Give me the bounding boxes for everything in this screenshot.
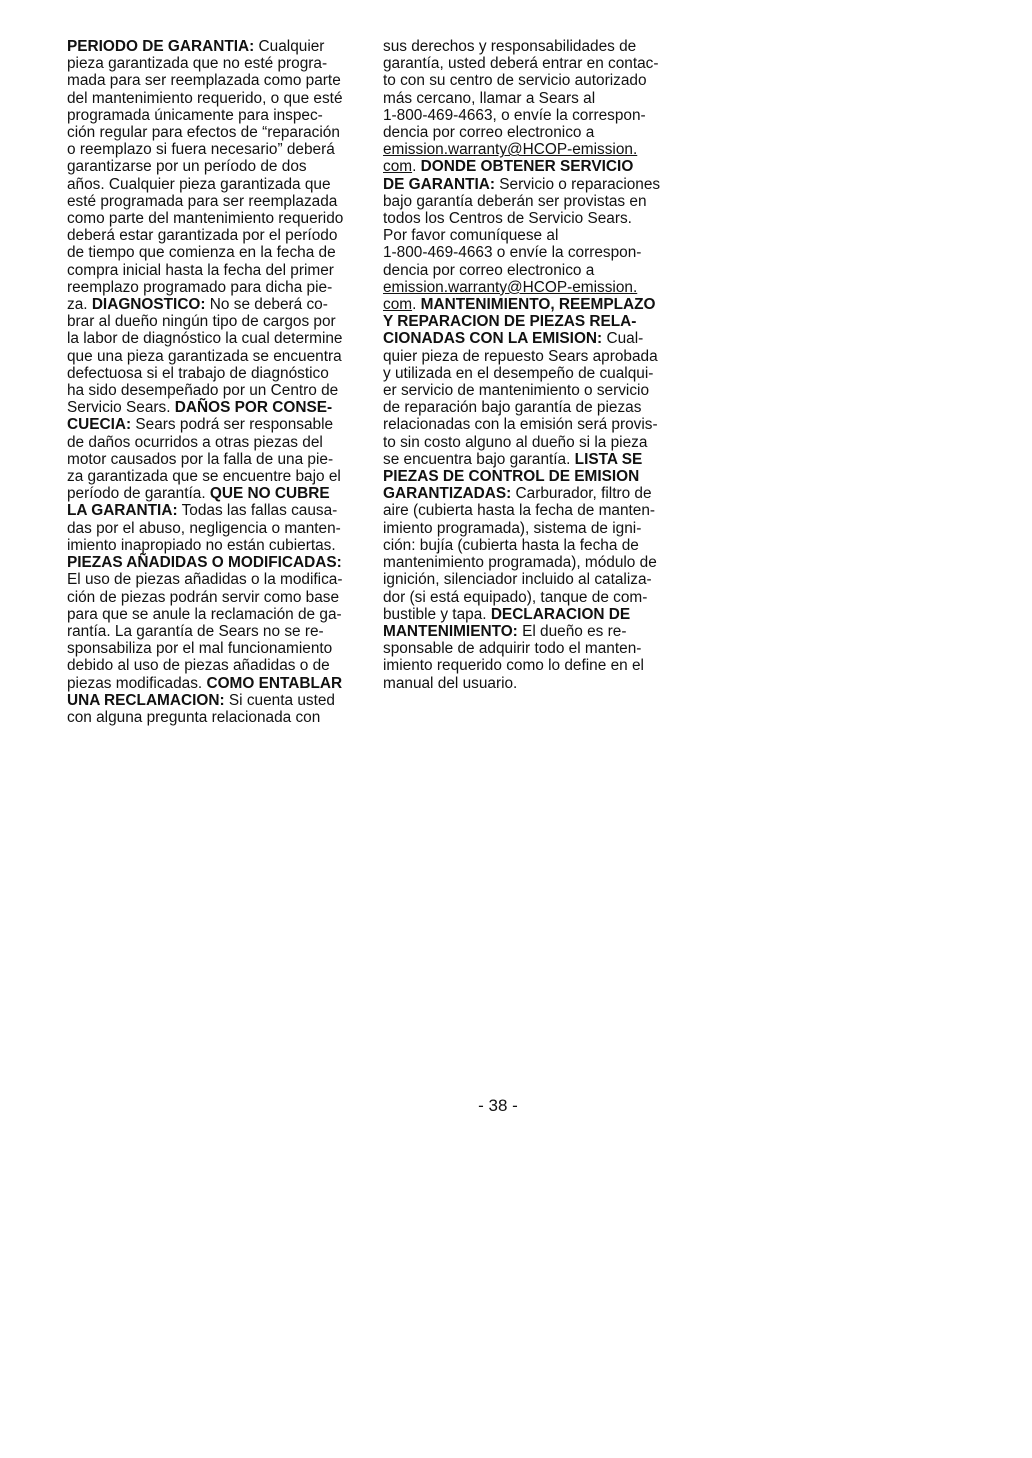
text-line <box>67 158 367 175</box>
text-line <box>67 520 367 537</box>
body-text: dencia por correo electronico a <box>383 124 595 142</box>
body-text: sponsable de adquirir todo el manten- <box>383 640 642 658</box>
body-text: Servicio o reparaciones <box>495 175 661 193</box>
text-line <box>383 124 683 141</box>
text-line <box>67 330 367 347</box>
text-line <box>383 657 683 674</box>
bold-heading: Y REPARACION DE PIEZAS RELA- <box>383 313 637 331</box>
text-line <box>383 382 683 399</box>
body-text: de reparación bajo garantía de piezas <box>383 399 642 417</box>
text-line <box>67 451 367 468</box>
text-line <box>67 709 367 726</box>
body-text: relacionadas con la emisión será provis- <box>383 416 658 434</box>
text-line <box>67 399 367 416</box>
text-line <box>383 675 683 692</box>
bold-heading: LA GARANTIA: <box>67 502 178 520</box>
body-text: reemplazo programado para dicha pie- <box>67 278 333 296</box>
text-line <box>383 640 683 657</box>
text-line <box>383 279 683 296</box>
text-line <box>67 72 367 89</box>
text-line <box>67 227 367 244</box>
body-text: mantenimiento programada), módulo de <box>383 554 657 572</box>
text-line <box>67 675 367 692</box>
text-line <box>383 520 683 537</box>
text-line <box>67 485 367 502</box>
bold-heading: DE GARANTIA: <box>383 175 496 193</box>
text-line <box>67 382 367 399</box>
body-text: manual del usuario. <box>383 674 518 692</box>
body-text: rantía. La garantía de Sears no se re- <box>67 622 324 640</box>
body-text: que una pieza garantizada se encuentra <box>67 347 342 365</box>
text-line <box>383 244 683 261</box>
text-line <box>67 244 367 261</box>
text-line <box>383 348 683 365</box>
bold-heading: QUE NO CUBRE <box>209 485 330 503</box>
email-address: emission.warranty@HCOP-emission. <box>383 141 638 159</box>
body-text: Si cuenta usted <box>224 691 335 709</box>
text-line <box>67 589 367 606</box>
text-line <box>67 141 367 158</box>
text-line <box>383 296 683 313</box>
body-text: programada únicamente para inspec- <box>67 106 323 124</box>
body-text: motor causados por la falla de una pie- <box>67 450 334 468</box>
body-text: Todas las fallas causa- <box>177 502 338 520</box>
text-line <box>383 141 683 158</box>
body-text: ción: bujía (cubierta hasta la fecha de <box>383 536 639 554</box>
body-text: y utilizada en el desempeño de cualqui- <box>383 364 654 382</box>
body-text: za. <box>67 296 92 314</box>
email-address: emission.warranty@HCOP-emission. <box>383 278 638 296</box>
body-text: piezas modificadas. <box>67 674 207 692</box>
text-line <box>67 502 367 519</box>
body-text: aire (cubierta hasta la fecha de manten- <box>383 502 656 520</box>
text-line <box>383 262 683 279</box>
body-text: imiento programada), sistema de igni- <box>383 519 642 537</box>
body-text: Cualquier <box>254 38 325 55</box>
text-line <box>67 623 367 640</box>
text-line <box>383 554 683 571</box>
body-text: bajo garantía deberán ser provistas en <box>383 192 647 210</box>
text-line <box>67 657 367 674</box>
text-line <box>67 210 367 227</box>
bold-heading: PIEZAS AÑADIDAS O MODIFICADAS: <box>67 554 342 572</box>
text-line <box>383 416 683 433</box>
text-line <box>67 554 367 571</box>
text-line <box>383 90 683 107</box>
text-line <box>67 107 367 124</box>
text-line <box>67 176 367 193</box>
text-line <box>383 55 683 72</box>
body-text: se encuentra bajo garantía. <box>383 450 575 468</box>
bold-heading: PIEZAS DE CONTROL DE EMISION <box>383 468 640 486</box>
body-text: brar al dueño ningún tipo de cargos por <box>67 313 336 331</box>
bold-heading: DECLARACION DE <box>490 605 631 623</box>
body-text: ción de piezas podrán servir como base <box>67 588 340 606</box>
text-line <box>383 38 683 55</box>
text-line <box>383 176 683 193</box>
text-line <box>383 72 683 89</box>
body-text: debido al uso de piezas añadidas o de <box>67 657 330 675</box>
bold-heading: LISTA SE <box>574 450 643 468</box>
text-line <box>67 640 367 657</box>
body-text: dor (si está equipado), tanque de com- <box>383 588 648 606</box>
body-text: más cercano, llamar a Sears al <box>383 89 596 107</box>
body-text: defectuosa si el trabajo de diagnóstico <box>67 364 329 382</box>
text-line <box>383 434 683 451</box>
text-line <box>67 348 367 365</box>
body-text: 1-800-469-4663 o envíe la correspon- <box>383 244 642 262</box>
body-text: Por favor comuníquese al <box>383 227 559 245</box>
body-text: er servicio de mantenimiento o servicio <box>383 382 650 400</box>
body-text: imiento inapropiado no están cubiertas. <box>67 536 336 554</box>
body-text: esté programada para ser reemplazada <box>67 192 338 210</box>
bold-heading: CUECIA: <box>67 416 132 434</box>
text-line <box>67 434 367 451</box>
text-line <box>67 571 367 588</box>
body-text: deberá estar garantizada por el período <box>67 227 338 245</box>
body-text: la labor de diagnóstico la cual determine <box>67 330 343 348</box>
text-line <box>67 537 367 554</box>
body-text: das por el abuso, negligencia o manten- <box>67 519 341 537</box>
text-line <box>383 365 683 382</box>
body-text: Carburador, filtro de <box>511 485 652 503</box>
body-text: como parte del mantenimiento requerido <box>67 210 344 228</box>
email-address: com <box>383 296 413 314</box>
text-line <box>67 606 367 623</box>
text-line <box>383 158 683 175</box>
body-text: o reemplazo si fuera necesario” deberá <box>67 141 335 159</box>
body-text: garantizarse por un período de dos <box>67 158 307 176</box>
email-address: com <box>383 158 413 176</box>
body-text: Servicio Sears. <box>67 399 175 417</box>
body-text: za garantizada que se encuentre bajo el <box>67 468 341 486</box>
bold-heading: MANTENIMIENTO, REEMPLAZO <box>420 296 656 314</box>
body-text: bustible y tapa. <box>383 605 491 623</box>
text-line <box>383 589 683 606</box>
warranty-text-left-column <box>67 38 367 726</box>
body-text: ción regular para efectos de “reparación <box>67 124 340 142</box>
text-line <box>67 279 367 296</box>
text-line <box>67 90 367 107</box>
bold-heading: DONDE OBTENER SERVICIO <box>420 158 634 176</box>
body-text: ha sido desempeñado por un Centro de <box>67 382 339 400</box>
body-text: El uso de piezas añadidas o la modifica- <box>67 571 343 589</box>
body-text: to sin costo alguno al dueño si la pieza <box>383 433 648 451</box>
text-line <box>67 313 367 330</box>
body-text: Cual- <box>602 330 644 348</box>
body-text: período de garantía. <box>67 485 210 503</box>
page-number: - 38 - <box>478 1096 518 1115</box>
text-line <box>383 193 683 210</box>
text-line <box>67 296 367 313</box>
text-line <box>67 468 367 485</box>
bold-heading: COMO ENTABLAR <box>206 674 343 692</box>
bold-heading: DAÑOS POR CONSE- <box>174 399 333 417</box>
bold-heading: GARANTIZADAS: <box>383 485 512 503</box>
text-line <box>383 313 683 330</box>
text-line <box>67 262 367 279</box>
body-text: to con su centro de servicio autorizado <box>383 72 647 90</box>
text-line <box>67 38 367 55</box>
text-line <box>383 485 683 502</box>
body-text: todos los Centros de Servicio Sears. <box>383 210 632 228</box>
body-text: garantía, usted deberá entrar en contac- <box>383 55 659 73</box>
body-text: quier pieza de repuesto Sears aprobada <box>383 347 658 365</box>
bold-heading: DIAGNOSTICO: <box>91 296 206 314</box>
body-text: imiento requerido como lo define en el <box>383 657 644 675</box>
body-text: pieza garantizada que no esté progra- <box>67 55 328 73</box>
body-text: . <box>412 296 421 314</box>
text-line <box>383 537 683 554</box>
text-line <box>67 55 367 72</box>
body-text: . <box>412 158 421 176</box>
body-text: 1-800-469-4663, o envíe la correspon- <box>383 106 646 124</box>
body-text: de daños ocurridos a otras piezas del <box>67 433 323 451</box>
text-line <box>383 451 683 468</box>
text-line <box>67 193 367 210</box>
text-line <box>383 210 683 227</box>
text-line <box>383 571 683 588</box>
body-text: No se deberá co- <box>205 296 328 314</box>
text-line <box>383 606 683 623</box>
bold-heading: MANTENIMIENTO: <box>383 622 518 640</box>
text-line <box>383 399 683 416</box>
bold-heading: UNA RECLAMACION: <box>67 691 225 709</box>
text-line <box>383 330 683 347</box>
text-line <box>383 623 683 640</box>
warranty-text-right-column <box>383 38 683 692</box>
body-text: años. Cualquier pieza garantizada que <box>67 175 331 193</box>
text-line <box>67 692 367 709</box>
body-text: ignición, silenciador incluido al cataliza- <box>383 571 652 589</box>
body-text: de tiempo que comienza en la fecha de <box>67 244 336 262</box>
body-text: Sears podrá ser responsable <box>131 416 334 434</box>
body-text: sus derechos y responsabilidades de <box>383 38 637 55</box>
body-text: con alguna pregunta relacionada con <box>67 708 321 726</box>
text-line <box>383 502 683 519</box>
body-text: El dueño es re- <box>517 622 627 640</box>
text-line <box>383 468 683 485</box>
text-line <box>383 227 683 244</box>
body-text: para que se anule la reclamación de ga- <box>67 605 342 623</box>
bold-heading: PERIODO DE GARANTIA: <box>67 38 255 55</box>
text-line <box>383 107 683 124</box>
body-text: compra inicial hasta la fecha del primer <box>67 261 334 279</box>
bold-heading: CIONADAS CON LA EMISION: <box>383 330 603 348</box>
text-line <box>67 416 367 433</box>
body-text: dencia por correo electronico a <box>383 261 595 279</box>
body-text: sponsabiliza por el mal funcionamiento <box>67 640 333 658</box>
body-text: del mantenimiento requerido, o que esté <box>67 89 343 107</box>
text-line <box>67 365 367 382</box>
body-text: mada para ser reemplazada como parte <box>67 72 341 90</box>
text-line <box>67 124 367 141</box>
